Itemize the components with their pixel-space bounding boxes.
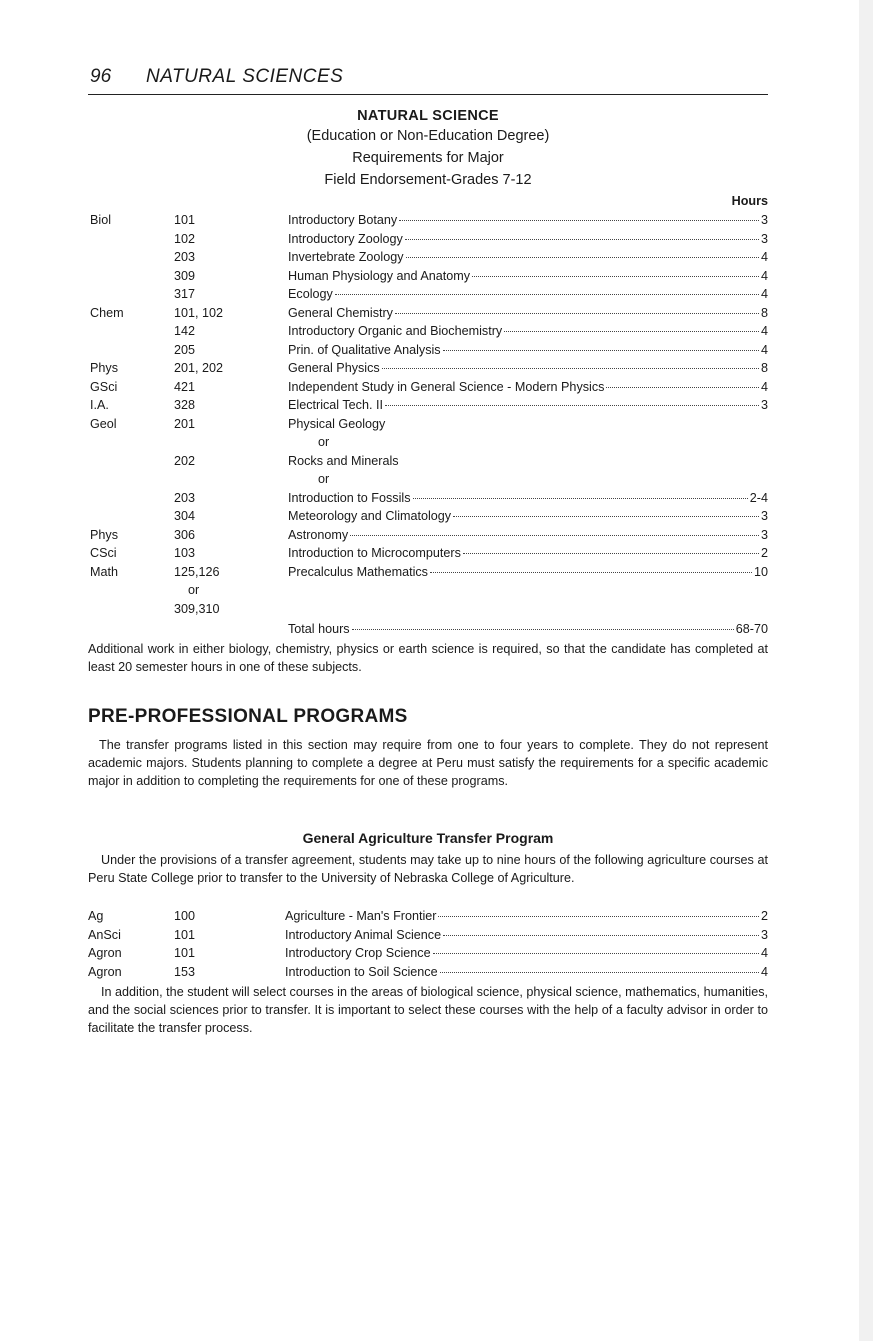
section-title: NATURAL SCIENCE [357,108,499,124]
course-hours: 2 [760,909,768,923]
course-row [88,359,768,377]
dot-leader [606,387,759,388]
agri-course-row [88,907,768,925]
course-row [88,600,768,618]
or-connector: or [318,435,330,449]
course-number: 101 [174,927,196,942]
course-dept: Phys [90,361,118,375]
course-title: Introduction to Microcomputers [288,546,461,560]
course-row [88,378,768,396]
course-dept: Biol [90,213,111,227]
course-row [88,396,768,414]
section-subtitle-degree: (Education or Non-Education Degree) [306,128,550,144]
course-row [88,248,768,266]
course-number: 100 [174,909,196,923]
course-dept: GSci [90,379,118,394]
dot-leader [395,313,759,314]
course-dept: I.A. [90,398,109,412]
course-number: 317 [174,287,196,301]
course-number: 153 [174,964,196,979]
dot-leader [413,498,748,499]
course-number: 101, 102 [174,305,224,320]
dot-leader [350,535,759,536]
running-header-title: NATURAL SCIENCES [146,66,344,87]
course-title: General Chemistry [288,305,393,320]
course-number: 304 [174,509,196,523]
agri-course-row [88,963,768,981]
course-hours: 3 [760,527,768,542]
course-row [88,489,768,507]
course-row [88,267,768,285]
pre-professional-intro: The transfer programs listed in this section may require from one to four years to complete. They do not represent academic majors. Students planning to complete a degree at Peru must satisfy the requirements for a specific academic major in addition to completing the requirements for one of these programs. [88,738,768,788]
course-hours: 4 [760,946,768,960]
dot-leader [399,220,759,221]
course-number: 309 [174,268,196,283]
pre-professional-heading: PRE-PROFESSIONAL PROGRAMS [88,706,408,727]
course-number: 201 [174,416,196,431]
course-row [88,544,768,562]
course-hours: 4 [760,287,768,301]
course-dept: Phys [90,527,118,542]
course-row [88,285,768,303]
course-hours: 10 [753,564,768,579]
course-dept: Agron [88,964,122,979]
dot-leader [463,553,759,554]
running-header [88,64,768,95]
course-number: 309,310 [174,601,220,616]
or-row [88,581,768,599]
course-dept: Chem [90,305,124,320]
course-hours: 3 [760,927,768,942]
course-number: 125,126 [174,564,220,579]
course-row [88,211,768,229]
agri-course-row [88,926,768,944]
course-row [88,230,768,248]
course-hours: 3 [760,231,768,246]
course-hours: 2-4 [749,490,768,505]
course-hours: 3 [760,509,768,523]
course-title: Introductory Crop Science [285,946,431,960]
course-dept: Geol [90,416,117,431]
dot-leader [438,916,759,917]
course-number: 102 [174,231,196,246]
course-dept: Ag [88,909,104,923]
course-number: 203 [174,250,196,264]
course-hours: 8 [760,361,768,375]
course-number: 328 [174,398,196,412]
course-number: 203 [174,490,196,505]
dot-leader [433,953,759,954]
agriculture-program-title: General Agriculture Transfer Program [302,830,554,846]
course-number: 202 [174,453,196,468]
page-edge-shadow [859,0,873,1341]
course-title: Prin. of Qualitative Analysis [288,342,441,357]
course-hours: 2 [760,546,768,560]
course-number: 205 [174,342,196,357]
dot-leader [430,572,752,573]
course-title: Agriculture - Man's Frontier [285,909,437,923]
course-title: Precalculus Mathematics [288,564,428,579]
course-row [88,415,768,433]
course-title: Meteorology and Climatology [288,509,452,523]
dot-leader [352,629,734,630]
course-row [88,341,768,359]
agriculture-intro: Under the provisions of a transfer agreement, students may take up to nine hours of the following agriculture courses at Peru State College prior to transfer to the University of Nebraska College of Agriculture. [88,853,768,885]
hours-column-header: Hours [731,194,768,208]
or-connector: or [188,583,200,597]
course-hours: 3 [760,398,768,412]
dot-leader [385,405,759,406]
course-title: Ecology [288,287,333,301]
section-subtitle-requirements: Requirements for Major [352,150,504,166]
agri-course-row [88,944,768,962]
course-number: 103 [174,546,196,560]
dot-leader [504,331,759,332]
course-title: General Physics [288,361,380,375]
course-title: Introduction to Soil Science [285,964,438,979]
total-row [88,620,768,638]
dot-leader [406,257,759,258]
course-number: 101 [174,213,196,227]
course-row [88,526,768,544]
course-title: Astronomy [288,527,349,542]
dot-leader [440,972,759,973]
course-title: Introductory Organic and Biochemistry [288,324,503,338]
course-title: Rocks and Minerals [288,453,399,468]
dot-leader [335,294,759,295]
dot-leader [472,276,759,277]
course-title: Invertebrate Zoology [288,250,404,264]
course-hours: 4 [760,268,768,283]
course-hours: 3 [760,213,768,227]
course-hours: 4 [760,250,768,264]
dot-leader [405,239,759,240]
course-title: Introductory Animal Science [285,927,442,942]
total-hours: 68-70 [735,622,768,636]
section-subtitle-endorsement: Field Endorsement-Grades 7-12 [324,172,532,188]
course-hours: 4 [760,379,768,394]
course-number: 142 [174,324,196,338]
or-row [88,470,768,488]
dot-leader [443,350,759,351]
dot-leader [382,368,759,369]
course-hours: 4 [760,342,768,357]
agriculture-closing: In addition, the student will select courses in the areas of biological science, physical science, mathematics, humanities, and the social sciences prior to transfer. It is important to select these courses with the help of a faculty advisor in order to facilitate the transfer process. [88,985,768,1035]
course-row [88,452,768,470]
course-hours: 4 [760,964,768,979]
course-title: Physical Geology [288,416,386,431]
course-row [88,304,768,322]
additional-work-note: Additional work in either biology, chemistry, physics or earth science is required, so that the candidate has completed at least 20 semester hours in one of these subjects. [88,642,768,674]
course-title: Introduction to Fossils [288,490,411,505]
page-number: 96 [90,66,112,87]
course-number: 421 [174,379,196,394]
course-number: 201, 202 [174,361,224,375]
or-row [88,433,768,451]
course-row [88,322,768,340]
course-number: 101 [174,946,196,960]
course-hours: 8 [760,305,768,320]
dot-leader [443,935,759,936]
course-row [88,507,768,525]
course-title: Independent Study in General Science - Modern Physics [288,379,605,394]
course-hours: 4 [760,324,768,338]
total-label: Total hours [288,622,350,636]
course-title: Human Physiology and Anatomy [288,268,471,283]
course-dept: Agron [88,946,122,960]
or-connector: or [318,472,330,486]
course-number: 306 [174,527,196,542]
course-title: Electrical Tech. II [288,398,383,412]
course-title: Introductory Botany [288,213,398,227]
dot-leader [453,516,759,517]
course-dept: AnSci [88,927,121,942]
course-dept: CSci [90,546,117,560]
course-dept: Math [90,564,118,579]
course-title: Introductory Zoology [288,231,403,246]
course-row [88,563,768,581]
